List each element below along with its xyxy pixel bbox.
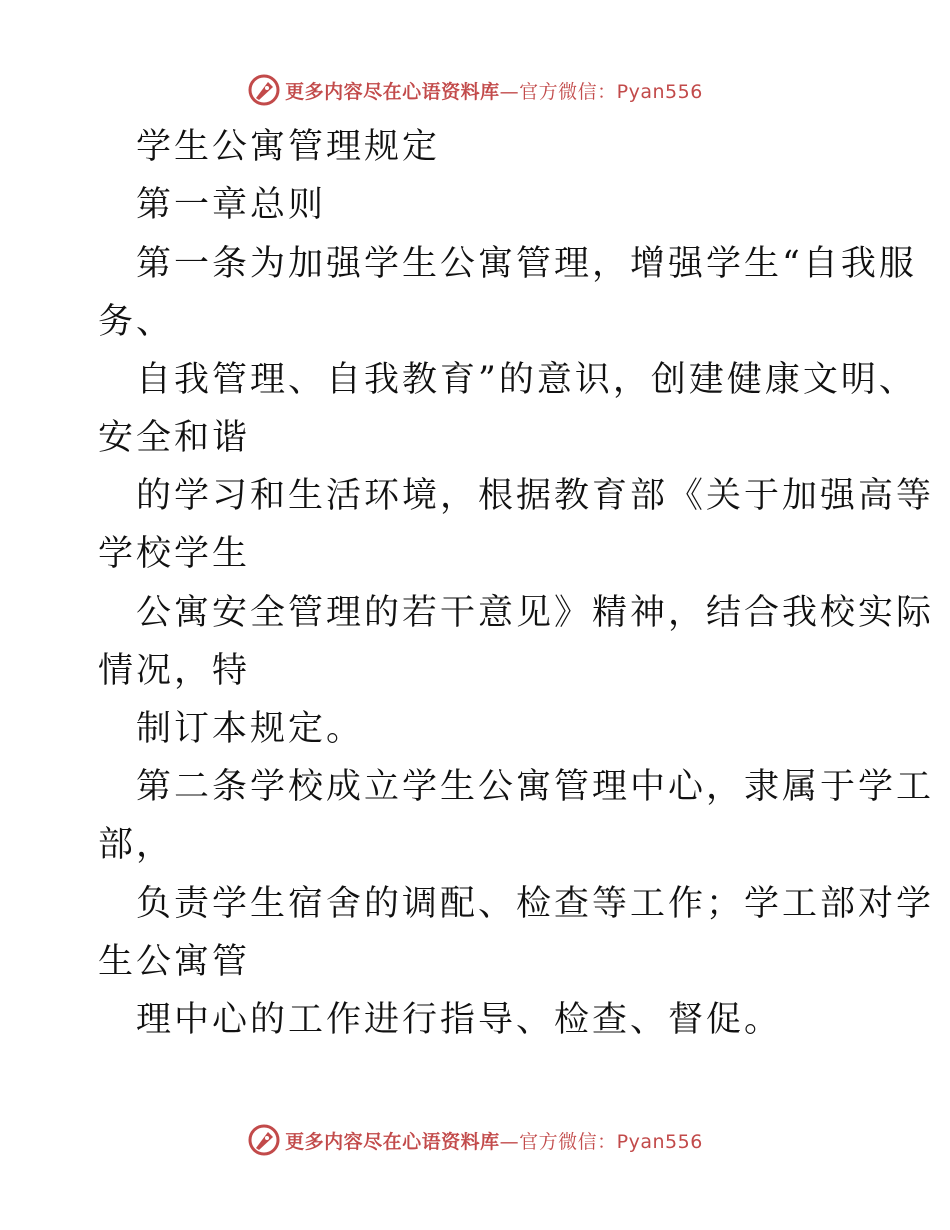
pen-nib-logo-icon [247, 1123, 281, 1157]
banner-text-main: 更多内容尽在心语资料库 [285, 80, 500, 103]
text-line: 安全和谐 [98, 418, 251, 458]
text-line: 公寓安全管理的若干意见》精神，结合我校实际 [136, 593, 935, 633]
text-line: 的学习和生活环境，根据教育部《关于加强高等 [136, 476, 935, 516]
text-line: 生公寓管 [98, 942, 251, 982]
footer-banner [0, 1120, 950, 1160]
text-line: 情况，特 [98, 651, 251, 691]
text-line: 第一条为加强学生公寓管理，增强学生“自我服 [136, 244, 917, 284]
text-line: 务、 [98, 302, 175, 342]
chapter-heading: 第一章总则 [136, 185, 327, 225]
banner-text-wechat: —官方微信：Pyan556 [499, 1130, 703, 1153]
document-title: 学生公寓管理规定 [136, 127, 441, 167]
banner-text-wechat: —官方微信：Pyan556 [499, 80, 703, 103]
text-line: 部， [98, 825, 175, 865]
text-line: 制订本规定。 [136, 709, 365, 749]
text-line: 自我管理、自我教育”的意识，创建健康文明、 [136, 360, 917, 400]
text-line: 第二条学校成立学生公寓管理中心，隶属于学工 [136, 767, 935, 807]
text-line: 负责学生宿舍的调配、检查等工作；学工部对学 [136, 884, 935, 924]
banner-text-main: 更多内容尽在心语资料库 [285, 1130, 500, 1153]
text-line: 理中心的工作进行指导、检查、督促。 [136, 1000, 783, 1040]
text-line: 学校学生 [98, 534, 251, 574]
